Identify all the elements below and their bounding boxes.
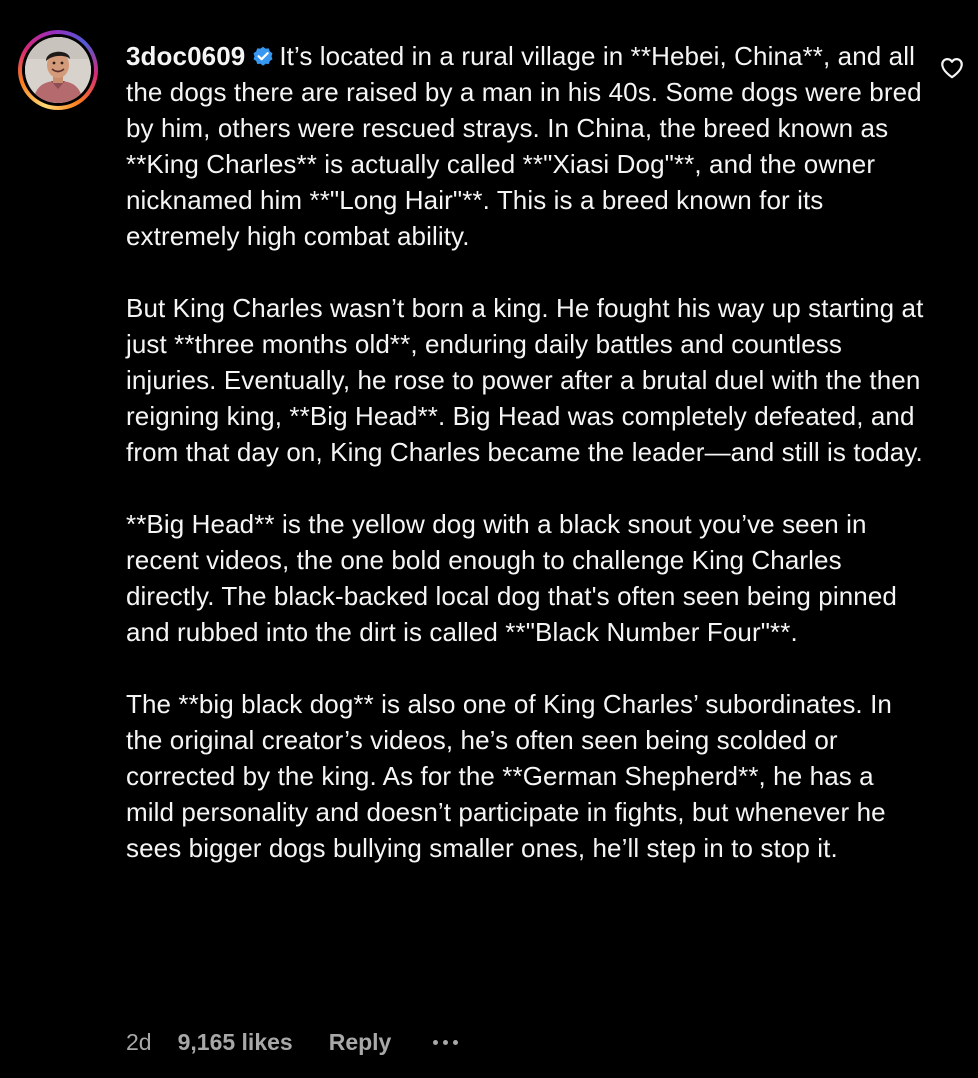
comment-meta bbox=[126, 1024, 458, 1060]
comment-paragraph-4: The **big black dog** is also one of King Charles’ subordinates. In the original creator’s videos, he’s often seen being scolded or corrected by the king. As for the **German Shepherd**, he has a mild personality and doesn’t participate in fights, but whenever he sees bigger dogs bullying smaller ones, he’ll step in to stop it. bbox=[126, 689, 892, 863]
likes-count[interactable]: 9,165 likes bbox=[177, 1028, 293, 1055]
more-dot bbox=[443, 1040, 448, 1045]
comment-paragraph-2: But King Charles wasn’t born a king. He fought his way up starting at just **three months old**, enduring daily battles and countless injuries. Eventually, he rose to power after a brutal duel with the then reigning king, **Big Head**. Big Head was completely defeated, and from that day on, King Charles became the leader—and still is today. bbox=[126, 293, 924, 467]
avatar-story-ring[interactable] bbox=[18, 30, 98, 110]
avatar-image bbox=[25, 37, 91, 103]
more-dot bbox=[433, 1040, 438, 1045]
more-options-icon[interactable] bbox=[433, 1024, 458, 1060]
comment-paragraph-3: **Big Head** is the yellow dog with a black snout you’ve seen in recent videos, the one bold enough to challenge King Charles directly. The black-backed local dog that's often seen being pinned and rubbed into the dirt is called **"Black Number Four"**. bbox=[126, 509, 897, 647]
verified-badge-icon bbox=[251, 44, 275, 68]
comment-paragraph-1 bbox=[126, 38, 926, 254]
more-dot bbox=[453, 1040, 458, 1045]
comment-timestamp[interactable]: 2d bbox=[126, 1028, 152, 1055]
username[interactable]: 3doc0609 bbox=[126, 41, 246, 71]
comment-body bbox=[126, 38, 926, 866]
comment-text: It’s located in a rural village in **Hebei, China**, and all the dogs there are raised by a man in his 40s. Some dogs were bred by him, others were rescued strays. In China, the breed known as **King Charles** is actually called **"Xiasi Dog"**, and the owner nicknamed him **"Long Hair"**. This is a breed known for its extremely high combat ability. bbox=[126, 41, 922, 251]
heart-outline-icon[interactable] bbox=[939, 55, 965, 81]
avatar-gap bbox=[22, 34, 94, 106]
avatar[interactable] bbox=[25, 37, 91, 103]
reply-button[interactable]: Reply bbox=[328, 1028, 392, 1055]
